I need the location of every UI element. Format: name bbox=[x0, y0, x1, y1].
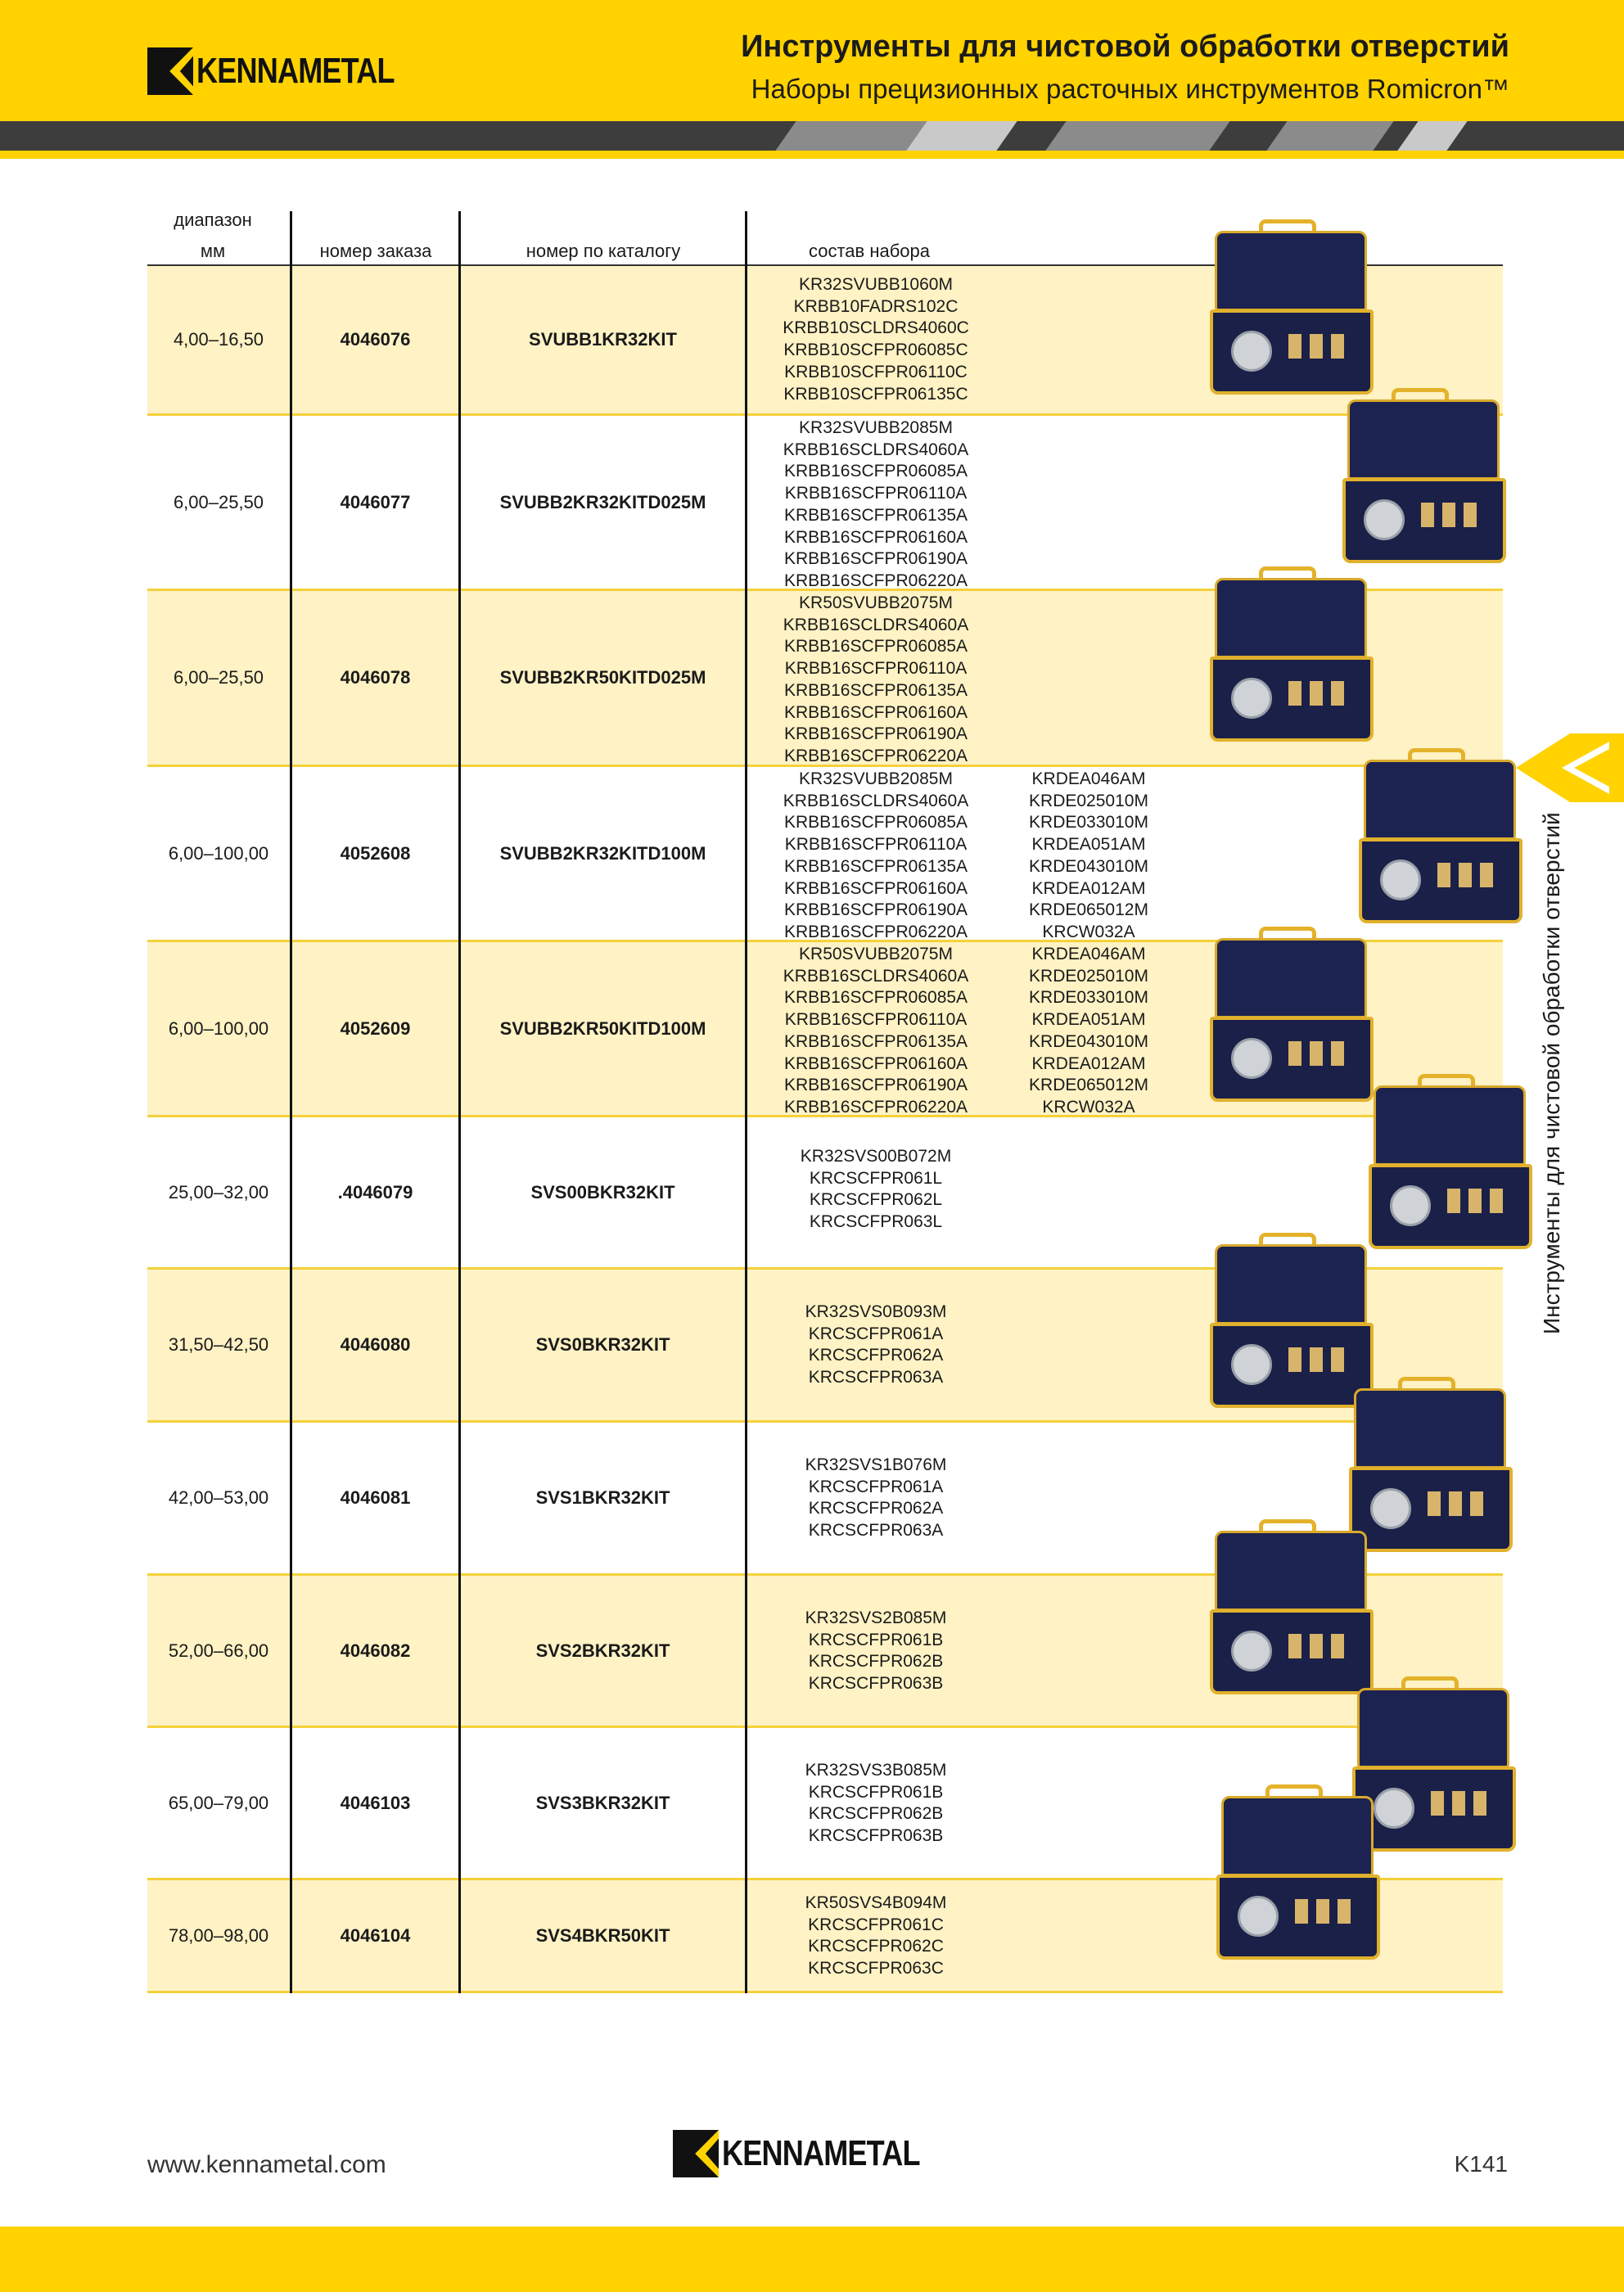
cell-range: 6,00–100,00 bbox=[168, 842, 269, 864]
kit-item: KRDEA046AM bbox=[1031, 945, 1146, 963]
kit-contents bbox=[778, 1146, 974, 1234]
side-section-label: Инструменты для чистовой обработки отверстий bbox=[1539, 812, 1564, 1334]
kit-item: KRBB16SCFPR06160A bbox=[783, 702, 968, 722]
cell-order-number: .4046079 bbox=[337, 1181, 413, 1202]
cell-order-number: 4052608 bbox=[340, 842, 411, 864]
kit-item: KRDEA012AM bbox=[1031, 878, 1146, 898]
col-header-range: диапазон bbox=[174, 210, 252, 230]
kit-item: KRBB16SCFPR06190A bbox=[783, 724, 968, 744]
footer-band bbox=[0, 2227, 1624, 2292]
tool-case-image bbox=[1210, 938, 1374, 1102]
tool-case-image bbox=[1342, 399, 1506, 563]
kit-item: KR32SVUBB2085M bbox=[799, 769, 953, 788]
section-tab bbox=[1516, 733, 1624, 802]
kit-item: KRDE033010M bbox=[1029, 988, 1148, 1008]
kit-item: KRCSCFPR062C bbox=[808, 1937, 944, 1956]
cell-catalog-number: SVS2BKR32KIT bbox=[535, 1640, 670, 1661]
kit-item: KRCSCFPR062A bbox=[808, 1346, 944, 1365]
col-header-contents: состав набора bbox=[808, 241, 931, 261]
kit-item: KRBB10FADRS102C bbox=[793, 296, 959, 316]
kit-contents bbox=[778, 274, 974, 405]
kit-contents-secondary bbox=[1015, 769, 1162, 944]
kit-contents bbox=[778, 1760, 974, 1848]
col-header-range-unit: мм bbox=[200, 241, 226, 261]
kit-item: KRCSCFPR063A bbox=[808, 1368, 944, 1387]
kit-item: KRBB16SCLDRS4060A bbox=[783, 791, 969, 810]
cell-range: 25,00–32,00 bbox=[168, 1181, 269, 1202]
tool-case-image bbox=[1359, 760, 1522, 923]
footer-logo bbox=[673, 2130, 963, 2177]
column-divider bbox=[745, 211, 747, 1993]
page-header bbox=[0, 0, 1624, 121]
kit-item: KRBB16SCFPR06220A bbox=[783, 746, 968, 765]
kit-item: KRBB16SCFPR06135A bbox=[783, 856, 968, 876]
logo-wordmark: KENNAMETAL bbox=[196, 51, 395, 91]
cell-range: 52,00–66,00 bbox=[168, 1640, 269, 1661]
kit-contents bbox=[778, 593, 974, 768]
kit-item: KR32SVS2B085M bbox=[805, 1608, 947, 1627]
kit-item: KRBB16SCFPR06085A bbox=[783, 988, 968, 1008]
kit-item: KRCSCFPR062A bbox=[808, 1499, 944, 1518]
kit-item: KRBB16SCFPR06190A bbox=[783, 1076, 968, 1095]
footer-url[interactable]: www.kennametal.com bbox=[147, 2151, 386, 2178]
kit-item: KR32SVUBB1060M bbox=[799, 275, 953, 294]
kit-item: KRDE033010M bbox=[1029, 813, 1148, 832]
cell-order-number: 4046104 bbox=[340, 1924, 411, 1946]
cell-order-number: 4046078 bbox=[340, 667, 411, 688]
kennametal-logo bbox=[147, 47, 438, 95]
kit-item: KRCSCFPR061A bbox=[808, 1477, 944, 1496]
kit-item: KRBB16SCFPR06135A bbox=[783, 505, 968, 525]
kit-contents bbox=[778, 944, 974, 1119]
kit-item: KRCW032A bbox=[1042, 1097, 1135, 1117]
kit-item: KRCSCFPR061B bbox=[808, 1630, 944, 1649]
cell-range: 6,00–25,50 bbox=[173, 667, 264, 688]
cell-order-number: 4046080 bbox=[340, 1334, 411, 1355]
kit-item: KRCSCFPR062B bbox=[808, 1652, 944, 1672]
kit-item: KRDE043010M bbox=[1029, 856, 1148, 876]
kit-item: KRBB16SCLDRS4060A bbox=[783, 966, 969, 986]
col-header-order: номер заказа bbox=[319, 241, 432, 261]
kit-item: KRDEA012AM bbox=[1031, 1054, 1146, 1073]
tool-case-image bbox=[1210, 1531, 1374, 1694]
kit-item: KRCSCFPR061A bbox=[808, 1324, 944, 1343]
kit-item: KRDEA051AM bbox=[1031, 835, 1146, 855]
cell-order-number: 4046077 bbox=[340, 491, 411, 512]
kit-item: KRBB16SCFPR06110A bbox=[784, 835, 968, 855]
cell-catalog-number: SVUBB2KR50KITD100M bbox=[499, 1017, 706, 1039]
kit-item: KRBB10SCFPR06135C bbox=[783, 384, 968, 404]
cell-order-number: 4046082 bbox=[340, 1640, 411, 1661]
tool-case-image bbox=[1210, 1244, 1374, 1408]
kit-item: KRBB16SCFPR06085A bbox=[783, 462, 968, 481]
cell-order-number: 4046076 bbox=[340, 329, 411, 350]
page-number: K141 bbox=[1454, 2151, 1508, 2177]
kit-item: KRCSCFPR061C bbox=[808, 1915, 944, 1934]
cell-catalog-number: SVS3BKR32KIT bbox=[535, 1792, 670, 1813]
kit-item: KRCSCFPR063B bbox=[808, 1826, 944, 1846]
kit-item: KRCSCFPR063L bbox=[809, 1212, 943, 1232]
kennametal-logo-icon bbox=[147, 47, 193, 95]
logo-wordmark: KENNAMETAL bbox=[722, 2133, 920, 2173]
cell-catalog-number: SVS4BKR50KIT bbox=[535, 1924, 670, 1946]
page-subtitle: Наборы прецизионных расточных инструментов Romicron™ bbox=[751, 74, 1509, 104]
tool-case-image bbox=[1210, 231, 1374, 395]
cell-range: 65,00–79,00 bbox=[168, 1792, 269, 1813]
cell-catalog-number: SVS0BKR32KIT bbox=[535, 1334, 670, 1355]
kit-item: KRBB16SCFPR06220A bbox=[783, 922, 968, 941]
kit-item: KR50SVS4B094M bbox=[805, 1893, 947, 1912]
cell-range: 6,00–100,00 bbox=[168, 1017, 269, 1039]
kit-item: KRBB16SCFPR06085A bbox=[783, 637, 968, 656]
kit-item: KRCSCFPR061L bbox=[809, 1168, 943, 1188]
header-underline bbox=[0, 151, 1624, 159]
kit-contents bbox=[778, 1455, 974, 1542]
kit-item: KRBB16SCFPR06160A bbox=[783, 527, 968, 547]
kit-item: KRCW032A bbox=[1042, 922, 1135, 941]
kit-item: KRBB16SCFPR06220A bbox=[783, 571, 968, 590]
kit-item: KR50SVUBB2075M bbox=[799, 593, 953, 612]
cell-catalog-number: SVUBB2KR50KITD025M bbox=[499, 667, 706, 688]
kit-contents-secondary bbox=[1015, 944, 1162, 1119]
page-title: Инструменты для чистовой обработки отверстий bbox=[741, 29, 1509, 64]
tool-case-image bbox=[1369, 1085, 1532, 1249]
kit-item: KRCSCFPR063B bbox=[808, 1674, 944, 1694]
kit-item: KR32SVS00B072M bbox=[800, 1147, 952, 1166]
kit-item: KRBB16SCFPR06135A bbox=[783, 680, 968, 700]
kit-item: KRBB10SCFPR06085C bbox=[783, 341, 968, 360]
cell-range: 6,00–25,50 bbox=[173, 491, 264, 512]
kennametal-logo-icon bbox=[673, 2130, 719, 2177]
kit-item: KRBB10SCLDRS4060C bbox=[783, 318, 969, 338]
kit-item: KR32SVS3B085M bbox=[805, 1761, 947, 1780]
kit-item: KRBB16SCFPR06110A bbox=[784, 484, 968, 503]
kit-item: KRBB16SCFPR06220A bbox=[783, 1097, 968, 1117]
kit-item: KRCSCFPR062L bbox=[809, 1190, 943, 1210]
kit-item: KRDEA046AM bbox=[1031, 769, 1146, 788]
tool-case-image bbox=[1349, 1388, 1513, 1552]
header-stripe bbox=[0, 121, 1624, 151]
cell-catalog-number: SVS00BKR32KIT bbox=[530, 1181, 675, 1202]
cell-order-number: 4052609 bbox=[340, 1017, 411, 1039]
kit-item: KRCSCFPR063A bbox=[808, 1521, 944, 1541]
kit-item: KRBB16SCLDRS4060A bbox=[783, 440, 969, 459]
cell-range: 4,00–16,50 bbox=[173, 329, 264, 350]
kit-item: KRBB16SCLDRS4060A bbox=[783, 615, 969, 634]
cell-order-number: 4046081 bbox=[340, 1487, 411, 1508]
cell-catalog-number: SVUBB1KR32KIT bbox=[529, 329, 677, 350]
column-divider bbox=[290, 211, 292, 1993]
kit-item: KRBB16SCFPR06110A bbox=[784, 1010, 968, 1030]
kit-contents bbox=[778, 417, 974, 593]
kit-item: KRBB16SCFPR06160A bbox=[783, 878, 968, 898]
cell-order-number: 4046103 bbox=[340, 1792, 411, 1813]
kit-item: KRCSCFPR063C bbox=[808, 1959, 944, 1978]
column-divider bbox=[458, 211, 461, 1993]
kit-item: KR32SVS0B093M bbox=[805, 1302, 947, 1321]
kit-contents bbox=[778, 769, 974, 944]
kit-item: KRDEA051AM bbox=[1031, 1010, 1146, 1030]
kit-item: KRDE065012M bbox=[1029, 900, 1148, 920]
col-header-catalog: номер по каталогу bbox=[526, 241, 681, 261]
kit-item: KRDE025010M bbox=[1029, 966, 1148, 986]
kit-item: KRDE043010M bbox=[1029, 1031, 1148, 1051]
kit-contents bbox=[778, 1608, 974, 1695]
kit-item: KRBB16SCFPR06085A bbox=[783, 813, 968, 832]
cell-catalog-number: SVS1BKR32KIT bbox=[535, 1487, 670, 1508]
cell-catalog-number: SVUBB2KR32KITD100M bbox=[499, 842, 706, 864]
cell-catalog-number: SVUBB2KR32KITD025M bbox=[499, 491, 706, 512]
kit-item: KRCSCFPR062B bbox=[808, 1804, 944, 1824]
kit-item: KRBB16SCFPR06160A bbox=[783, 1054, 968, 1073]
kit-contents bbox=[778, 1893, 974, 1980]
kit-item: KRCSCFPR061B bbox=[808, 1782, 944, 1802]
kit-item: KR50SVUBB2075M bbox=[799, 945, 953, 963]
kit-item: KRDE065012M bbox=[1029, 1076, 1148, 1095]
kit-item: KRBB16SCFPR06110A bbox=[784, 659, 968, 679]
kit-item: KR32SVUBB2085M bbox=[799, 418, 953, 437]
kit-item: KRBB10SCFPR06110C bbox=[784, 362, 968, 381]
cell-range: 31,50–42,50 bbox=[168, 1334, 269, 1355]
kit-item: KRBB16SCFPR06190A bbox=[783, 900, 968, 920]
cell-range: 42,00–53,00 bbox=[168, 1487, 269, 1508]
row-separator bbox=[147, 1991, 1503, 1993]
kit-item: KRBB16SCFPR06190A bbox=[783, 549, 968, 569]
kit-item: KRBB16SCFPR06135A bbox=[783, 1031, 968, 1051]
kit-item: KR32SVS1B076M bbox=[805, 1455, 947, 1474]
tool-case-image bbox=[1216, 1796, 1380, 1960]
tool-case-image bbox=[1210, 578, 1374, 742]
cell-range: 78,00–98,00 bbox=[168, 1924, 269, 1946]
kit-item: KRDE025010M bbox=[1029, 791, 1148, 810]
kit-contents bbox=[778, 1302, 974, 1389]
